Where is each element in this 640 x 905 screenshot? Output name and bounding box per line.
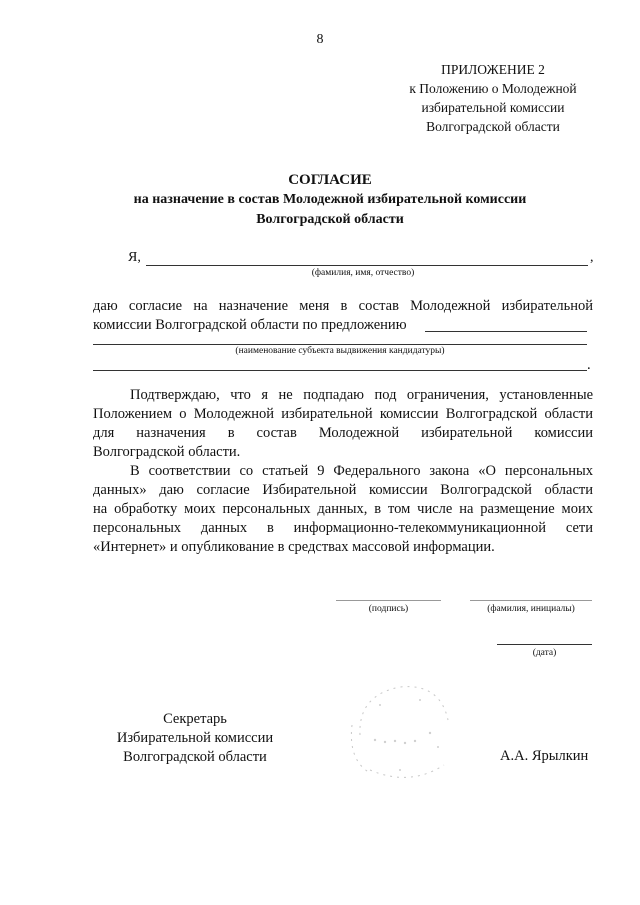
- secretary-title-block: [100, 710, 290, 767]
- document-title: [60, 170, 600, 230]
- ya-prefix: Я,: [128, 250, 141, 265]
- title-main: СОГЛАСИЕ: [288, 172, 372, 188]
- date-field-line[interactable]: [497, 644, 592, 645]
- full-name-row: [128, 250, 598, 270]
- personal-data-line-2: данных» даю согласие Избирательной комиссии Волгоградской области: [93, 482, 593, 498]
- appendix-line-1: ПРИЛОЖЕНИЕ 2: [441, 62, 545, 77]
- appendix-line-4: Волгоградской области: [426, 119, 560, 134]
- consent-line-2: комиссии Волгоградской области по предложению: [93, 317, 407, 333]
- ya-suffix: ,: [590, 250, 594, 265]
- personal-data-line-3: на обработку моих персональных данных, в том числе на размещение моих: [93, 501, 593, 517]
- nominee-caption: (наименование субъекта выдвижения кандидатуры): [235, 346, 445, 356]
- personal-data-line-1: В соответствии со статьей 9 Федерального закона «О персональных: [130, 463, 593, 479]
- confirm-line-3: для назначения в состав Молодежной избирательной комиссии: [93, 425, 593, 441]
- faint-stamp-seal: [340, 675, 460, 790]
- signature-caption: (подпись): [368, 604, 409, 614]
- name-initials-field-line[interactable]: [470, 600, 592, 601]
- personal-data-line-4: персональных данных в информационно-телекоммуникационной сети: [93, 520, 593, 536]
- consent-line-1: даю согласие на назначение меня в состав Молодежной избирательной: [93, 298, 593, 314]
- appendix-header: [390, 60, 596, 136]
- confirm-line-4: Волгоградской области.: [93, 444, 241, 460]
- page-number: 8: [316, 32, 324, 47]
- date-caption: (дата): [532, 648, 557, 658]
- title-sub-2: Волгоградской области: [256, 212, 404, 227]
- secretary-name: А.А. Ярылкин: [500, 748, 589, 764]
- personal-data-line-5: «Интернет» и опубликование в средствах массовой информации.: [93, 539, 495, 555]
- nominee-field-line-3[interactable]: [93, 370, 587, 371]
- secretary-line-2: Избирательной комиссии: [116, 730, 274, 746]
- title-sub-1: на назначение в состав Молодежной избирательной комиссии: [133, 192, 527, 207]
- name-initials-caption: (фамилия, инициалы): [487, 604, 575, 614]
- appendix-line-3: избирательной комиссии: [421, 100, 565, 115]
- secretary-line-1: Секретарь: [163, 711, 227, 727]
- confirm-line-2: Положением о Молодежной избирательной комиссии Волгоградской области: [93, 406, 593, 422]
- nominee-field-line-2[interactable]: [93, 344, 587, 345]
- full-name-caption: (фамилия, имя, отчество): [311, 268, 415, 278]
- signature-field-line[interactable]: [336, 600, 441, 601]
- secretary-line-3: Волгоградской области: [123, 749, 267, 765]
- nominee-field-line-1[interactable]: [425, 331, 587, 332]
- appendix-line-2: к Положению о Молодежной: [409, 81, 577, 96]
- full-name-field-line[interactable]: [146, 265, 588, 266]
- confirm-line-1: Подтверждаю, что я не подпадаю под ограничения, установленные: [130, 387, 593, 403]
- nominee-end-dot: .: [587, 357, 591, 373]
